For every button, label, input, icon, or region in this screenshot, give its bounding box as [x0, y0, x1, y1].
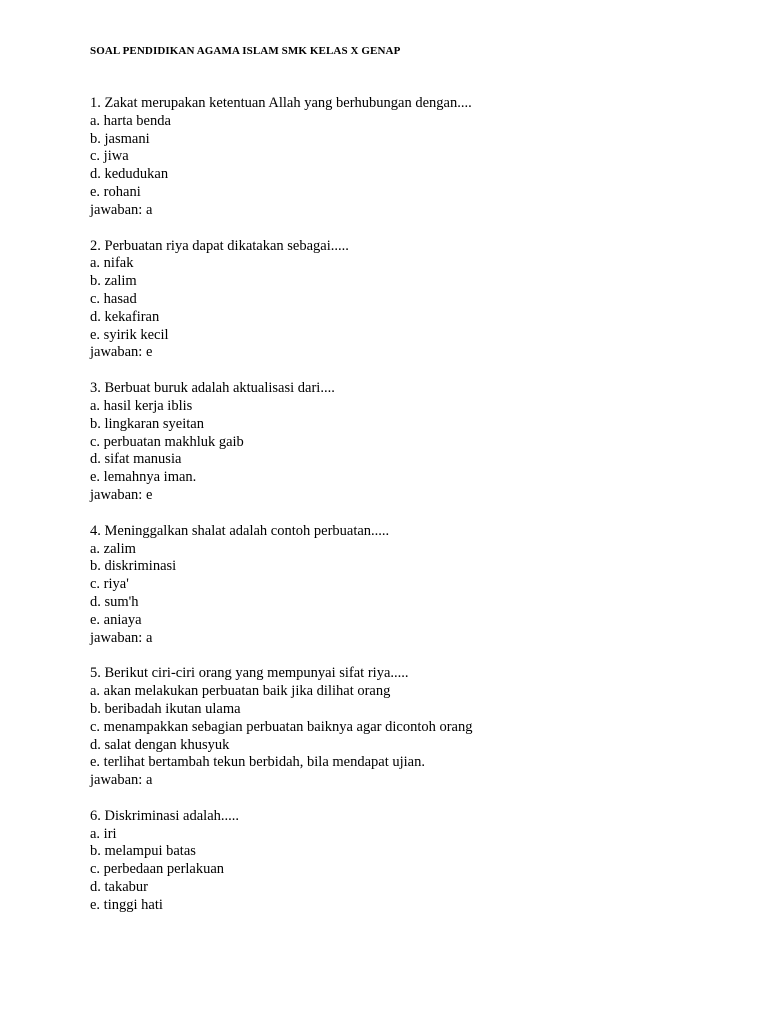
option-b: b. melampui batas	[90, 843, 196, 860]
option-c: c. perbuatan makhluk gaib	[90, 433, 244, 450]
answer-text: jawaban: a	[90, 772, 153, 789]
option-e: e. syirik kecil	[90, 326, 169, 343]
option-a: a. akan melakukan perbuatan baik jika dilihat orang	[90, 683, 391, 700]
question-2	[90, 238, 730, 363]
option-b: b. zalim	[90, 273, 137, 290]
answer-text: jawaban: e	[90, 344, 153, 361]
question-list	[90, 95, 730, 933]
option-c: c. riya'	[90, 576, 129, 593]
option-d: d. kedudukan	[90, 166, 169, 183]
question-5	[90, 665, 730, 790]
question-4	[90, 523, 730, 648]
option-e: e. tinggi hati	[90, 896, 163, 913]
question-3	[90, 380, 730, 505]
option-a: a. zalim	[90, 540, 136, 557]
question-1	[90, 95, 730, 220]
option-b: b. beribadah ikutan ulama	[90, 700, 241, 717]
option-e: e. terlihat bertambah tekun berbidah, bila mendapat ujian.	[90, 754, 425, 771]
option-b: b. diskriminasi	[90, 558, 177, 575]
option-b: b. jasmani	[90, 130, 150, 147]
option-c: c. jiwa	[90, 148, 129, 165]
question-text: 3. Berbuat buruk adalah aktualisasi dari....	[90, 380, 335, 397]
option-e: e. aniaya	[90, 611, 142, 628]
option-d: d. takabur	[90, 879, 148, 896]
option-d: d. salat dengan khusyuk	[90, 736, 230, 753]
option-c: c. hasad	[90, 290, 137, 307]
question-text: 6. Diskriminasi adalah.....	[90, 807, 240, 824]
question-6	[90, 808, 730, 915]
option-a: a. harta benda	[90, 112, 171, 129]
document-title: SOAL PENDIDIKAN AGAMA ISLAM SMK KELAS X GENAP	[90, 45, 401, 57]
option-d: d. sifat manusia	[90, 451, 182, 468]
question-text: 2. Perbuatan riya dapat dikatakan sebagai.....	[90, 237, 349, 254]
option-b: b. lingkaran syeitan	[90, 415, 204, 432]
answer-text: jawaban: a	[90, 201, 153, 218]
answer-text: jawaban: a	[90, 629, 153, 646]
option-a: a. nifak	[90, 255, 134, 272]
question-text: 1. Zakat merupakan ketentuan Allah yang berhubungan dengan....	[90, 95, 472, 111]
option-d: d. kekafiran	[90, 308, 160, 325]
question-text: 5. Berikut ciri-ciri orang yang mempunyai sifat riya.....	[90, 665, 409, 682]
option-e: e. lemahnya iman.	[90, 469, 197, 486]
option-a: a. iri	[90, 825, 117, 842]
question-text: 4. Meninggalkan shalat adalah contoh perbuatan.....	[90, 522, 390, 539]
answer-text: jawaban: e	[90, 486, 153, 503]
option-e: e. rohani	[90, 183, 141, 200]
option-c: c. perbedaan perlakuan	[90, 861, 225, 878]
option-c: c. menampakkan sebagian perbuatan baiknya agar dicontoh orang	[90, 718, 473, 735]
option-a: a. hasil kerja iblis	[90, 397, 193, 414]
option-d: d. sum'h	[90, 593, 139, 610]
